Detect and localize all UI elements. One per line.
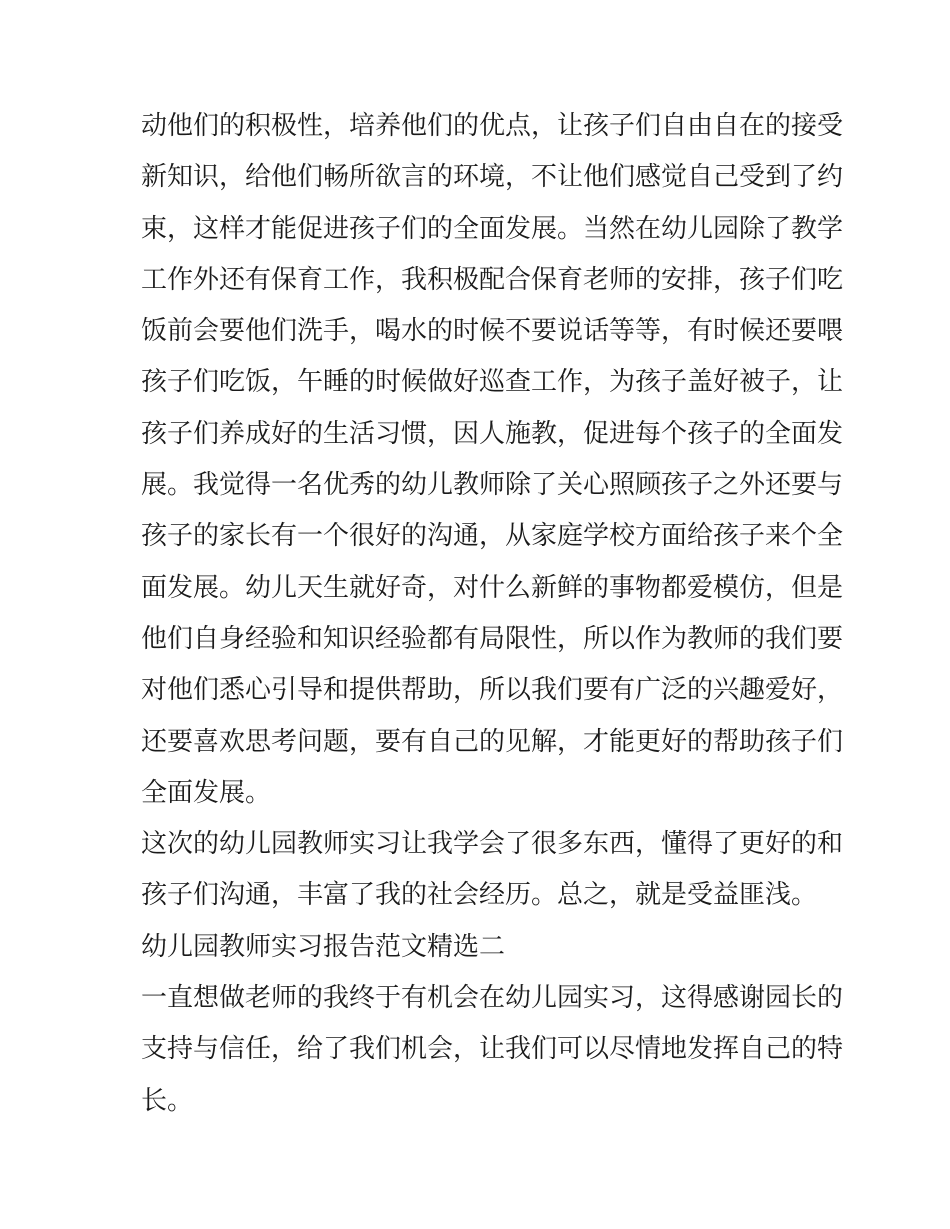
text-line: 还要喜欢思考问题，要有自己的见解，才能更好的帮助孩子们 (141, 726, 844, 757)
text-line: 长。 (141, 1085, 194, 1116)
text-line: 展。我觉得一名优秀的幼儿教师除了关心照顾孩子之外还要与 (141, 470, 844, 501)
text-line: 新知识，给他们畅所欲言的环境，不让他们感觉自己受到了约 (141, 162, 844, 193)
text-line: 对他们悉心引导和提供帮助，所以我们要有广泛的兴趣爱好， (141, 675, 844, 706)
text-line: 这次的幼儿园教师实习让我学会了很多东西，懂得了更好的和 (141, 829, 844, 860)
document-body (141, 101, 844, 1127)
text-line: 支持与信任，给了我们机会，让我们可以尽情地发挥自己的特 (141, 1034, 844, 1065)
section-title: 幼儿园教师实习报告范文精选二 (141, 931, 506, 962)
text-line: 工作外还有保育工作，我积极配合保育老师的安排，孩子们吃 (141, 264, 844, 295)
text-line: 面发展。幼儿天生就好奇，对什么新鲜的事物都爱模仿，但是 (141, 572, 844, 603)
text-line: 全面发展。 (141, 777, 272, 808)
text-line: 孩子的家长有一个很好的沟通，从家庭学校方面给孩子来个全 (141, 521, 844, 552)
text-line: 动他们的积极性，培养他们的优点，让孩子们自由自在的接受 (141, 111, 844, 141)
text-line: 孩子们沟通，丰富了我的社会经历。总之，就是受益匪浅。 (141, 880, 818, 911)
paragraph-1 (141, 101, 844, 819)
text-line: 一直想做老师的我终于有机会在幼儿园实习，这得感谢园长的 (141, 983, 844, 1014)
paragraph-3 (141, 973, 844, 1127)
text-line: 孩子们养成好的生活习惯，因人施教，促进每个孩子的全面发 (141, 418, 844, 449)
section-heading (141, 922, 813, 973)
text-line: 饭前会要他们洗手，喝水的时候不要说话等等，有时候还要喂 (141, 316, 844, 347)
paragraph-2 (141, 819, 844, 922)
text-line: 束，这样才能促进孩子们的全面发展。当然在幼儿园除了教学 (141, 213, 844, 244)
text-line: 孩子们吃饭，午睡的时候做好巡查工作，为孩子盖好被子，让 (141, 367, 844, 398)
text-line: 他们自身经验和知识经验都有局限性，所以作为教师的我们要 (141, 623, 844, 654)
